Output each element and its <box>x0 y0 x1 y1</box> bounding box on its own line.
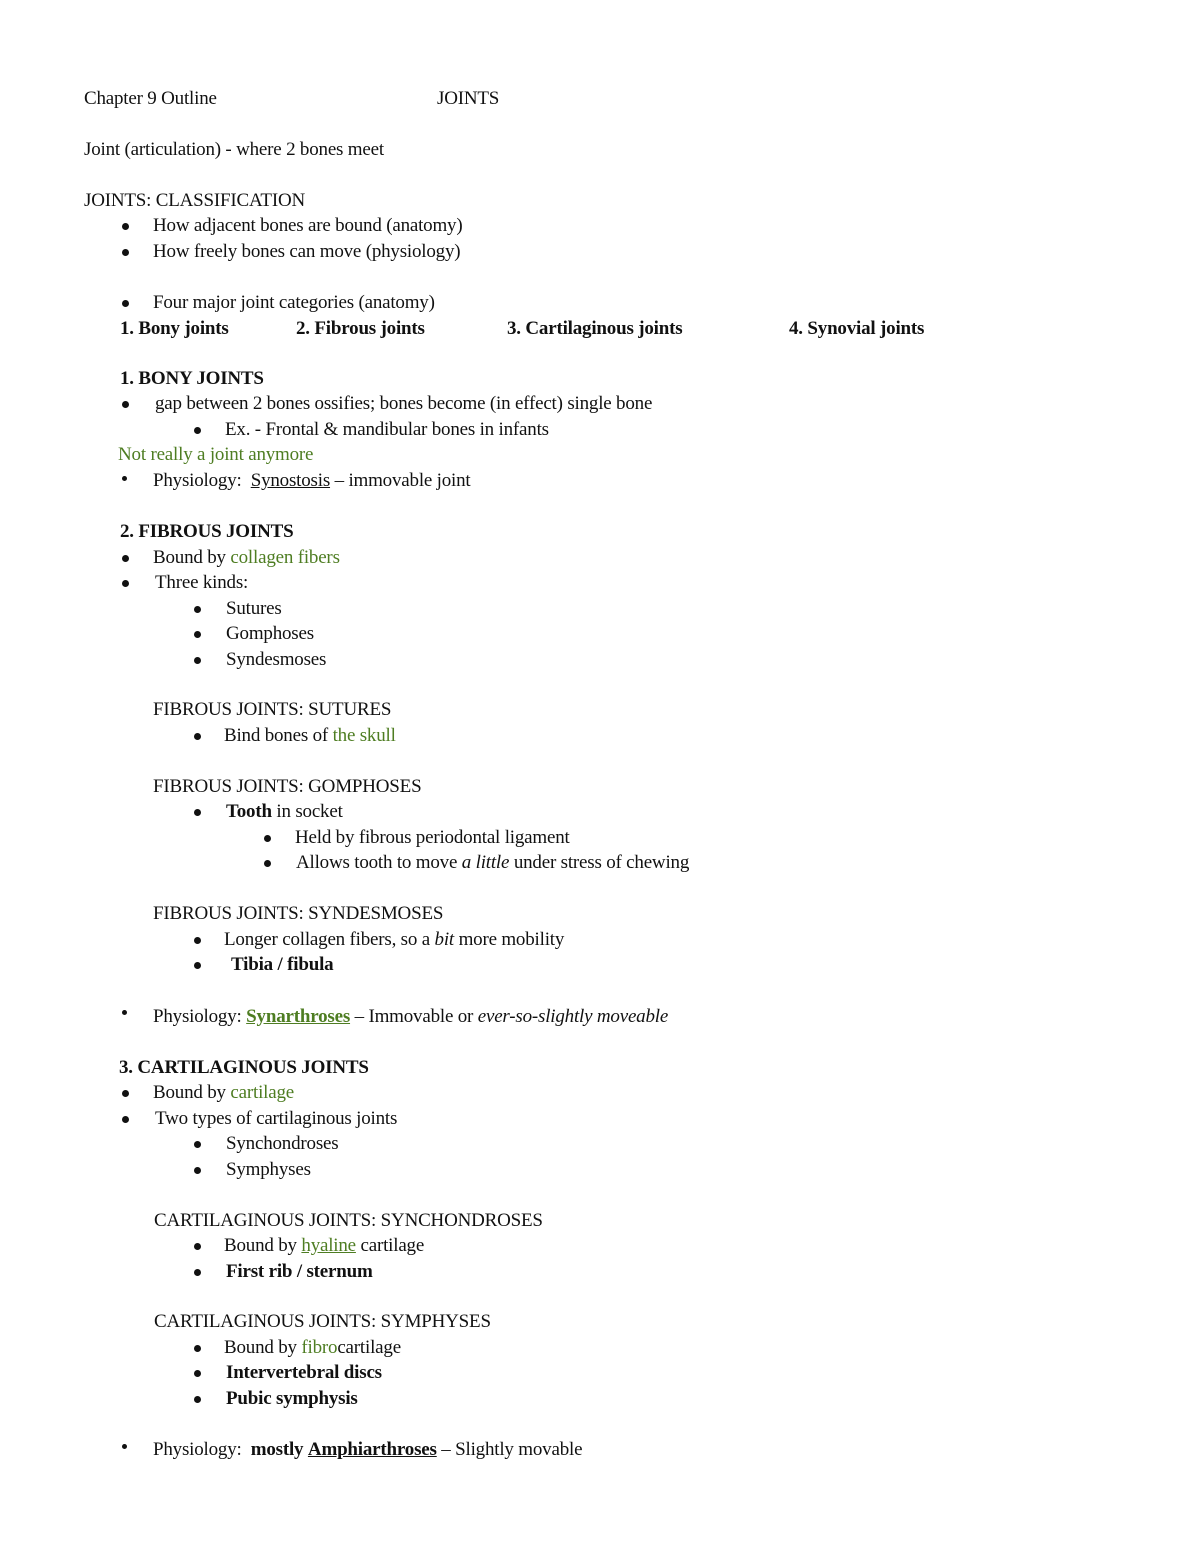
joint-definition: Joint (articulation) - where 2 bones meet <box>84 139 384 160</box>
bullet-icon <box>194 1141 201 1148</box>
classification-item: How adjacent bones are bound (anatomy) <box>153 215 463 236</box>
bony-example: Ex. - Frontal & mandibular bones in infants <box>225 419 549 440</box>
categories-intro: Four major joint categories (anatomy) <box>153 292 435 313</box>
fibrous-kind: Gomphoses <box>226 623 314 644</box>
bullet-icon <box>194 657 201 664</box>
bullet-icon <box>194 809 201 816</box>
fibrous-bound: Bound by collagen fibers <box>153 547 340 568</box>
bony-item: gap between 2 bones ossifies; bones become (in effect) single bone <box>155 393 653 414</box>
bullet-icon <box>122 300 129 307</box>
sutures-item: Bind bones of the skull <box>224 725 396 746</box>
bullet-icon <box>122 1444 127 1449</box>
bullet-icon <box>122 580 129 587</box>
bullet-icon <box>194 606 201 613</box>
fibrous-physiology: Physiology: Synarthroses – Immovable or ever-so-slightly moveable <box>153 1006 669 1027</box>
bullet-icon <box>122 1090 129 1097</box>
cartilaginous-type: Synchondroses <box>226 1133 339 1154</box>
fibrous-kind: Sutures <box>226 598 282 619</box>
cartilaginous-type: Symphyses <box>226 1159 311 1180</box>
synarthroses-term: Synarthroses <box>246 1006 351 1027</box>
synchondroses-heading: CARTILAGINOUS JOINTS: SYNCHONDROSES <box>154 1210 543 1231</box>
bony-physiology: Physiology: Synostosis – immovable joint <box>153 470 471 491</box>
bullet-icon <box>122 555 129 562</box>
bullet-icon <box>122 1010 127 1015</box>
cartilaginous-heading: 3. CARTILAGINOUS JOINTS <box>119 1057 369 1078</box>
bullet-icon <box>194 631 201 638</box>
gomphoses-heading: FIBROUS JOINTS: GOMPHOSES <box>153 776 422 797</box>
cartilaginous-bound: Bound by cartilage <box>153 1082 294 1103</box>
gomphoses-tooth: Tooth in socket <box>226 801 343 822</box>
cartilaginous-physiology: Physiology: mostly Amphiarthroses – Slightly movable <box>153 1439 583 1460</box>
topic-title: JOINTS <box>437 88 500 109</box>
bullet-icon <box>194 1345 201 1352</box>
bullet-icon <box>194 427 201 434</box>
category-synovial: 4. Synovial joints <box>789 318 925 339</box>
bullet-icon <box>122 1116 129 1123</box>
classification-item: How freely bones can move (physiology) <box>153 241 461 262</box>
gomphoses-allows: Allows tooth to move a little under stress of chewing <box>296 852 690 873</box>
synostosis-term: Synostosis <box>250 470 331 491</box>
chapter-title: Chapter 9 Outline <box>84 88 217 109</box>
synchondroses-rib: First rib / sternum <box>226 1261 373 1282</box>
bullet-icon <box>194 1243 201 1250</box>
symphyses-discs: Intervertebral discs <box>226 1362 382 1383</box>
bullet-icon <box>194 1370 201 1377</box>
bullet-icon <box>122 401 129 408</box>
bullet-icon <box>264 835 271 842</box>
category-bony: 1. Bony joints <box>120 318 229 339</box>
syndesmoses-tibia: Tibia / fibula <box>231 954 334 975</box>
bony-note: Not really a joint anymore <box>118 444 314 465</box>
cartilaginous-types-label: Two types of cartilaginous joints <box>155 1108 398 1129</box>
bullet-icon <box>194 1396 201 1403</box>
bullet-icon <box>194 962 201 969</box>
syndesmoses-heading: FIBROUS JOINTS: SYNDESMOSES <box>153 903 444 924</box>
classification-heading: JOINTS: CLASSIFICATION <box>84 190 305 211</box>
bullet-icon <box>122 223 129 230</box>
category-fibrous: 2. Fibrous joints <box>296 318 425 339</box>
bullet-icon <box>194 1269 201 1276</box>
gomphoses-held: Held by fibrous periodontal ligament <box>295 827 570 848</box>
symphyses-bound: Bound by fibrocartilage <box>224 1337 401 1358</box>
fibrous-kind: Syndesmoses <box>226 649 327 670</box>
bullet-icon <box>122 476 127 481</box>
bullet-icon <box>264 860 271 867</box>
sutures-heading: FIBROUS JOINTS: SUTURES <box>153 699 392 720</box>
fibrous-heading: 2. FIBROUS JOINTS <box>120 521 294 542</box>
bullet-icon <box>194 733 201 740</box>
symphyses-pubic: Pubic symphysis <box>226 1388 358 1409</box>
bullet-icon <box>194 937 201 944</box>
syndesmoses-longer: Longer collagen fibers, so a bit more mobility <box>224 929 565 950</box>
fibrous-kinds-label: Three kinds: <box>155 572 249 593</box>
bony-heading: 1. BONY JOINTS <box>120 368 264 389</box>
synchondroses-bound: Bound by hyaline cartilage <box>224 1235 425 1256</box>
amphiarthroses-term: Amphiarthroses <box>307 1439 437 1460</box>
symphyses-heading: CARTILAGINOUS JOINTS: SYMPHYSES <box>154 1311 491 1332</box>
bullet-icon <box>194 1167 201 1174</box>
bullet-icon <box>122 249 129 256</box>
category-cartilaginous: 3. Cartilaginous joints <box>507 318 683 339</box>
